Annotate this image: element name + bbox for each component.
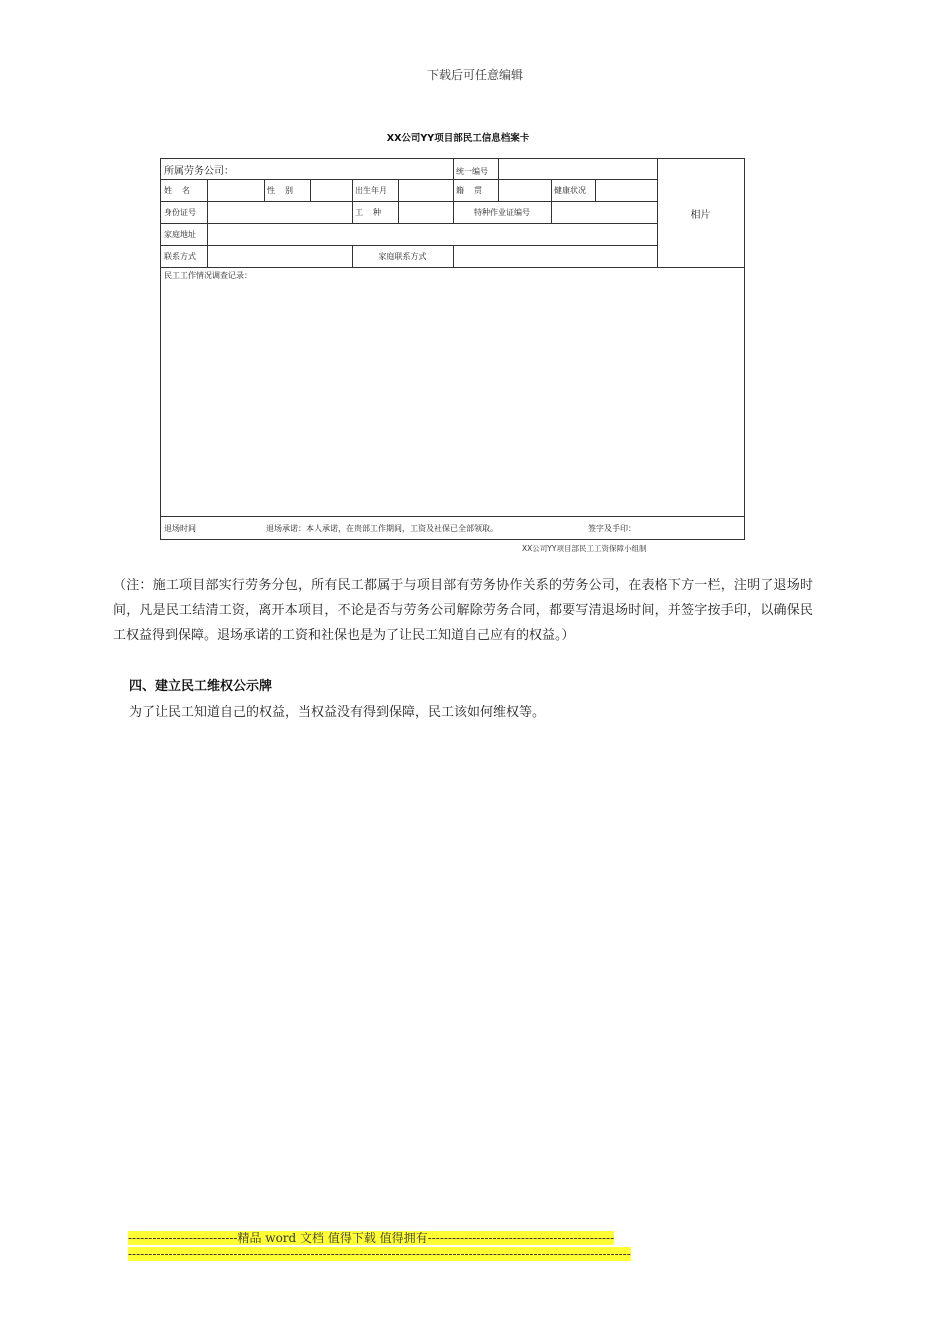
row-divider: [161, 223, 657, 224]
unified-no-label: 统一编号: [456, 166, 488, 176]
birth-date-label: 出生年月: [355, 185, 387, 195]
home-address-label: 家庭地址: [164, 229, 196, 239]
row-divider: [161, 201, 657, 202]
footer-line-2: ----------------------------------------------------------------------------------------------------------------------------: [128, 1247, 631, 1261]
photo-label: 相片: [690, 209, 711, 221]
footer-banner: [128, 1230, 631, 1262]
work-record-label: 民工工作情况调查记录：: [164, 270, 252, 280]
col-divider: [398, 179, 399, 223]
id-number-label: 身份证号: [164, 207, 196, 217]
worker-info-card: [160, 158, 745, 540]
section-heading: 四、建立民工维权公示牌: [129, 679, 273, 694]
name-label: 姓 名: [164, 185, 191, 195]
signature-label: 签字及手印：: [588, 523, 636, 533]
exit-time-label: 退场时间: [164, 523, 196, 533]
card-source: XX公司YY项目部民工工资保障小组制: [522, 544, 647, 553]
note-paragraph: （注：施工项目部实行劳务分包，所有民工都属于与项目部有劳务协作关系的劳务公司，在表格下方一栏，注明了退场时间，凡是民工结清工资，离开本项目，不论是否与劳务公司解除劳务合同，都要写清退场时间，并签字按手印，以确保民工权益得到保障。退场承诺的工资和社保也是为了让民工知道自己应有的权益。）: [113, 578, 813, 643]
gender-label: 性 别: [267, 185, 294, 195]
labor-company-label: 所属劳务公司：: [164, 165, 234, 177]
footer-line-1: ---------------------------精品 word 文档 值得下载 值得拥有----------------------------------------------: [128, 1231, 615, 1245]
col-divider: [498, 159, 499, 179]
native-place-label: 籍 贯: [456, 185, 483, 195]
family-contact-label: 家庭联系方式: [378, 251, 427, 261]
col-divider: [453, 245, 454, 267]
health-status-label: 健康状况: [554, 185, 586, 195]
special-cert-label: 特种作业证编号: [474, 207, 530, 217]
col-divider: [207, 179, 208, 267]
col-divider: [595, 179, 596, 201]
card-title: XX公司YY项目部民工信息档案卡: [386, 133, 530, 144]
col-divider: [498, 179, 499, 201]
download-note: 下载后可任意编辑: [426, 68, 523, 82]
trade-label: 工 种: [355, 207, 382, 217]
section-body: 为了让民工知道自己的权益，当权益没有得到保障，民工该如何维权等。: [129, 705, 546, 720]
contact-label: 联系方式: [164, 251, 196, 261]
col-divider: [310, 179, 311, 201]
exit-promise-text: 退场承诺：本人承诺，在贵部工作期间，工资及社保已全部领取。: [266, 523, 498, 533]
